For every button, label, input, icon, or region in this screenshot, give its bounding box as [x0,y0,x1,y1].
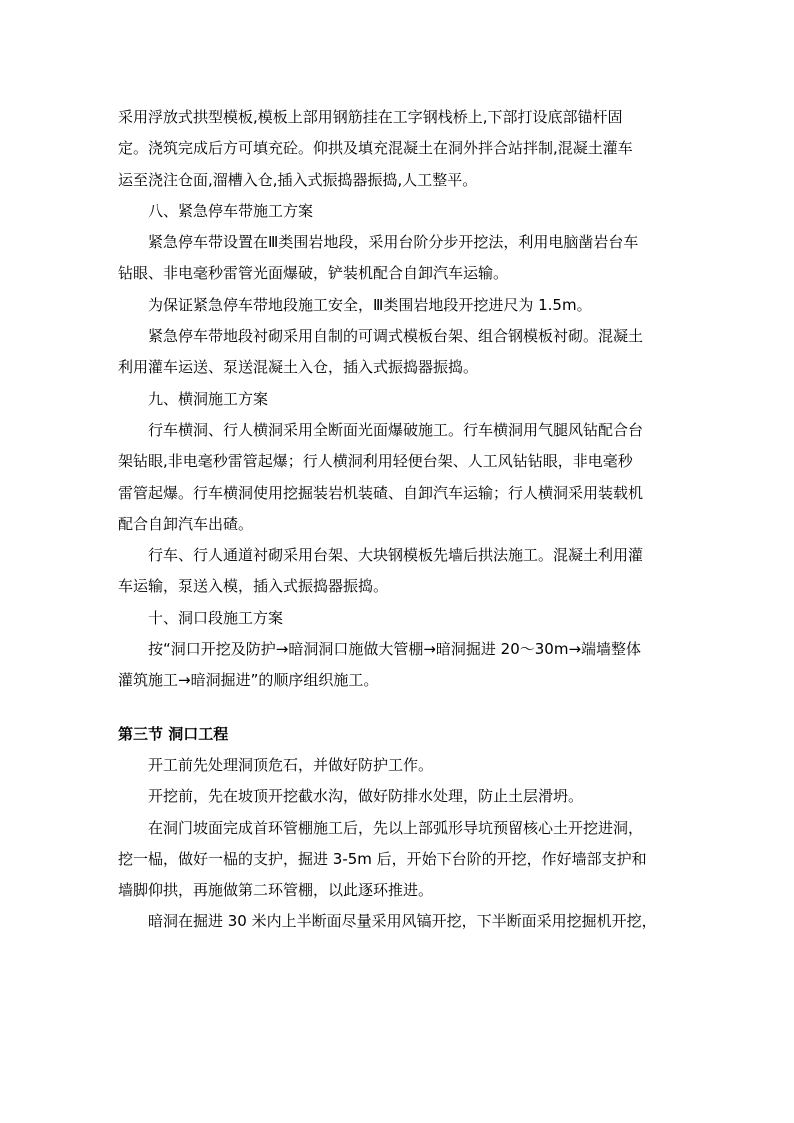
text-line: 定。浇筑完成后方可填充砼。仰拱及填充混凝土在洞外拌合站拌制,混凝土灌车 [118,139,633,158]
text-line: 运至浇注仓面,溜槽入仓,插入式振捣器振捣,人工整平。 [118,170,478,189]
text-line: 开工前先处理洞顶危石，并做好防护工作。 [148,755,434,774]
text-line: 十、洞口段施工方案 [148,608,284,627]
text-line: 行车横洞、行人横洞采用全断面光面爆破施工。行车横洞用气腿风钻配合台 [148,420,644,439]
text-line: 车运输，泵送入模，插入式振捣器振捣。 [118,577,389,596]
text-line: 采用浮放式拱型模板,模板上部用钢筋挂在工字钢栈桥上,下部打设底部锚杆固 [118,108,623,126]
text-line: 八、紧急停车带施工方案 [148,201,314,220]
text-line: 为保证紧急停车带地段施工安全，Ⅲ类围岩地段开挖进尺为 1.5m。 [148,295,592,314]
text-line: 开挖前，先在坡顶开挖截水沟，做好防排水处理，防止土层滑坍。 [148,787,584,806]
text-line: 按“洞口开挖及防护→暗洞洞口施做大管棚→暗洞掘进 20～30m→端墙整体 [148,640,642,659]
text-line: 暗洞在掘进 30 米内上半断面尽量采用风镐开挖，下半断面采用挖掘机开挖， [148,912,657,931]
text-line: 灌筑施工→暗洞掘进”的顺序组织施工。 [118,671,379,690]
body-text-part2 [118,750,678,938]
text-line: 在洞门坡面完成首环管棚施工后，先以上部弧形导坑预留核心土开挖进洞， [148,818,644,837]
text-line: 钻眼、非电毫秒雷管光面爆破，铲装机配合自卸汽车运输。 [118,264,509,283]
text-line: 利用灌车运送、泵送混凝土入仓，插入式振捣器振捣。 [118,358,479,377]
document-body [118,102,678,938]
text-line: 九、横洞施工方案 [148,389,269,408]
body-text-part1 [118,102,678,697]
text-line: 紧急停车带设置在Ⅲ类围岩地段，采用台阶分步开挖法，利用电脑凿岩台车 [148,233,639,252]
text-line: 挖一榀，做好一榀的支护，掘进 3-5m 后，开始下台阶的开挖，作好墙部支护和 [118,849,647,868]
section-heading: 第三节 洞口工程 [118,724,229,743]
text-line: 架钻眼,非电毫秒雷管起爆；行人横洞利用轻便台架、人工风钻钻眼，非电毫秒 [118,452,633,471]
section-gap [118,697,678,719]
text-line: 行车、行人通道衬砌采用台架、大块钢模板先墙后拱法施工。混凝土利用灌 [148,546,644,565]
text-line: 紧急停车带地段衬砌采用自制的可调式模板台架、组合钢模板衬砌。混凝土 [148,327,644,346]
text-line: 雷管起爆。行车横洞使用挖掘装岩机装碴、自卸汽车运输；行人横洞采用装载机 [118,483,644,502]
text-line: 墙脚仰拱，再施做第二环管棚，以此逐环推进。 [118,881,434,900]
text-line: 配合自卸汽车出碴。 [118,514,254,533]
